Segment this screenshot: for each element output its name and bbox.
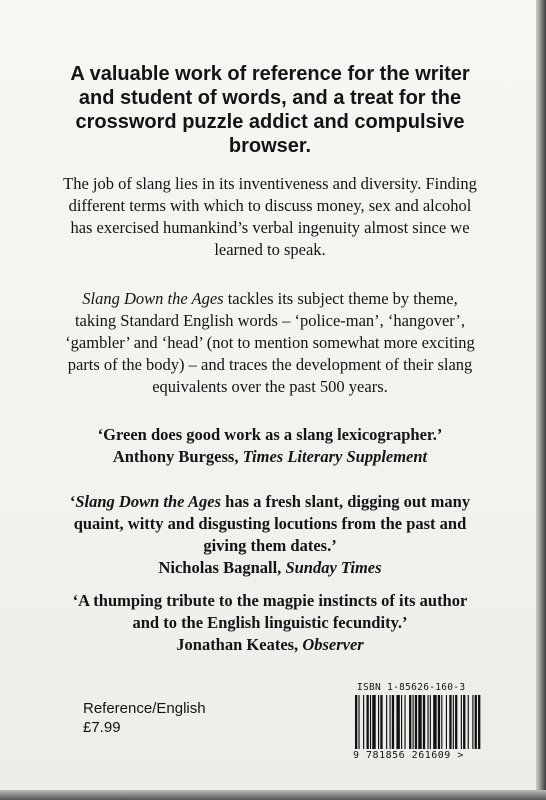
price-block (83, 699, 206, 737)
barcode-bars (353, 695, 523, 749)
review-quote-text: ‘A thumping tribute to the magpie instincts of its author and to the English linguistic fecundity.’ (72, 591, 468, 632)
barcode-bar (423, 695, 425, 749)
book-title-italic: Slang Down the Ages (82, 289, 224, 308)
barcode-bar (441, 695, 442, 749)
barcode-bar (380, 695, 382, 749)
barcode-bar (418, 695, 421, 749)
review-quote-lead: ‘ (69, 492, 76, 511)
barcode-bar (478, 695, 480, 749)
barcode-bar (401, 695, 402, 749)
review-quote-3 (60, 590, 480, 656)
description-paragraph-2 (60, 288, 480, 398)
review-quote-1 (60, 424, 480, 468)
barcode-bar (468, 695, 469, 749)
review-attribution (60, 446, 480, 468)
barcode-bar (472, 695, 473, 749)
barcode-bar (367, 695, 369, 749)
description-paragraph-2-text: tackles its subject theme by theme, taking Standard English words – ‘police-man’, ‘hangover’, ‘gambler’ and ‘head’ (not to mention somewhat more exciting parts of the body) – and traces the development of their slang equivalents over the past 500 years. (65, 289, 475, 396)
review-source: Times Literary Supplement (242, 447, 428, 466)
barcode-bar (449, 695, 451, 749)
price-label: £7.99 (83, 719, 121, 736)
barcode-bar (427, 695, 428, 749)
bottom-edge-shadow (0, 790, 546, 800)
barcode-bar (372, 695, 375, 749)
description-paragraph-1: The job of slang lies in its inventiveness and diversity. Finding different terms with which to discuss money, sex and alcohol has exercised humankind’s verbal ingenuity almost since we learned to speak. (63, 174, 477, 259)
barcode-bar (404, 695, 405, 749)
barcode-bar (409, 695, 411, 749)
barcode-bar (358, 695, 359, 749)
barcode-bar (415, 695, 417, 749)
barcode-bar (453, 695, 454, 749)
review-author: Nicholas Bagnall, (158, 558, 286, 577)
barcode-bar (461, 695, 462, 749)
review-quote-body: has a fresh slant, digging out many quaint, witty and disgusting locutions from the past and giving them dates.’ (73, 492, 471, 555)
ean-digits: 9 781856 261609 > (353, 750, 464, 761)
barcode-bar (370, 695, 371, 749)
barcode-bar (396, 695, 399, 749)
review-source: Sunday Times (285, 558, 382, 577)
barcode-bar (455, 695, 457, 749)
page-edge-shadow (536, 0, 546, 800)
review-attribution (60, 557, 480, 579)
isbn-number: ISBN 1-85626-160-3 (357, 682, 466, 693)
review-quote-text (60, 491, 480, 557)
review-quote-title-italic: Slang Down the Ages (75, 492, 222, 511)
barcode-bar (430, 695, 431, 749)
barcode-bar (463, 695, 465, 749)
barcode-bar (446, 695, 447, 749)
barcode-bar (355, 695, 357, 749)
barcode-bar (363, 695, 364, 749)
barcode-bar (475, 695, 477, 749)
review-attribution (60, 634, 480, 656)
barcode-bar (433, 695, 436, 749)
review-author: Anthony Burgess, (112, 447, 243, 466)
barcode-bar (386, 695, 387, 749)
barcode-bar (413, 695, 414, 749)
review-author: Jonathan Keates, (176, 635, 303, 654)
category-label: Reference/English (83, 700, 206, 717)
review-source: Observer (302, 635, 364, 654)
barcode-bar (390, 695, 391, 749)
barcode-bar (378, 695, 379, 749)
barcode-bar (392, 695, 394, 749)
barcode-bar (438, 695, 440, 749)
intro-blurb: A valuable work of reference for the writer and student of words, and a treat for the crossword puzzle addict and compulsive browser. (70, 63, 470, 157)
review-quote-2 (60, 491, 480, 579)
review-quote-text: ‘Green does good work as a slang lexicographer.’ (97, 425, 443, 444)
isbn-barcode (353, 681, 529, 767)
